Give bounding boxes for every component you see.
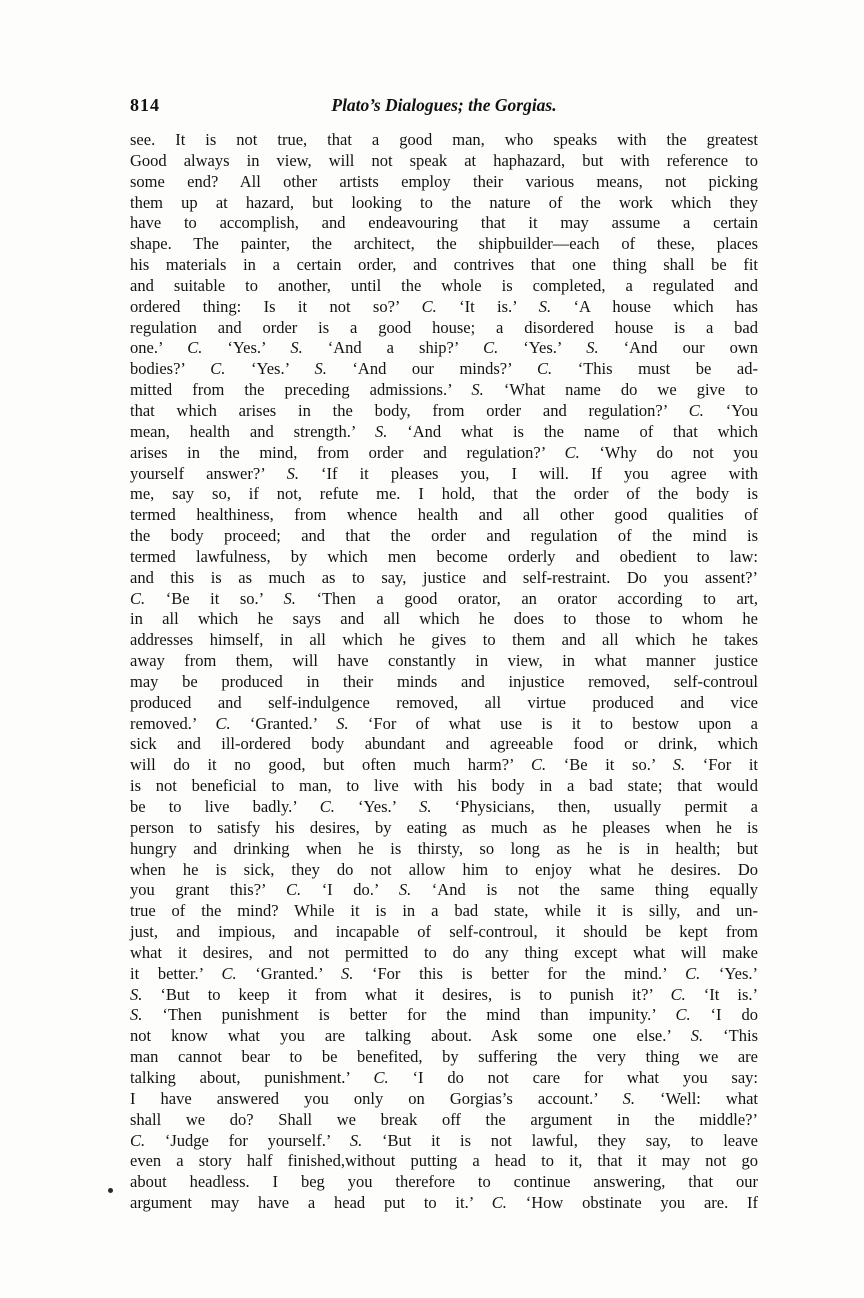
text-line: removed.’ C. ‘Granted.’ S. ‘For of what use is it to bestow upon a [130, 713, 758, 733]
text-line: true of the mind? While it is in a bad state, while it is silly, and un- [130, 901, 758, 921]
text-line: regulation and order is a good house; a disordered house is a bad [130, 317, 758, 337]
page-number: 814 [130, 95, 160, 115]
text-line: I have answered you only on Gorgias’s account.’ S. ‘Well: what [130, 1088, 759, 1108]
text-line: his materials in a certain order, and contrives that one thing shall be fit [130, 255, 758, 275]
text-line: and suitable to another, until the whole is completed, a regulated and [130, 275, 758, 295]
text-line: you grant this?’ C. ‘I do.’ S. ‘And is not the same thing equally [130, 880, 759, 900]
text-line: S. ‘But to keep it from what it desires, is to punish it?’ C. ‘It is.’ [130, 984, 759, 1004]
ink-speck [108, 1188, 113, 1193]
text-line: in all which he says and all which he does to those to whom he [130, 609, 758, 629]
text-line: yourself answer?’ S. ‘If it pleases you, I will. If you agree with [130, 463, 758, 483]
page-header [130, 95, 758, 121]
text-line: Good always in view, will not speak at haphazard, but with reference to [130, 150, 758, 170]
text-line: me, say so, if not, refute me. I hold, that the order of the body is [130, 484, 758, 504]
text-line: shall we do? Shall we break off the argument in the middle?’ [130, 1109, 758, 1129]
text-line: some end? All other artists employ their various means, not picking [130, 171, 758, 191]
text-line: have to accomplish, and endeavouring that it may assume a certain [130, 213, 758, 233]
text-line: away from them, will have constantly in view, in what manner justice [130, 651, 758, 671]
text-line: produced and self-indulgence removed, all virtue produced and vice [130, 692, 758, 712]
text-line: termed lawfulness, by which men become orderly and obedient to law: [130, 546, 758, 566]
text-line: will do it no good, but often much harm?’ C. ‘Be it so.’ S. ‘For it [130, 755, 759, 775]
text-line: man cannot bear to be benefited, by suffering the very thing we are [130, 1047, 758, 1067]
body-text-block [130, 130, 758, 1214]
text-line: not know what you are talking about. Ask some one else.’ S. ‘This [130, 1026, 758, 1046]
text-line: shape. The painter, the architect, the shipbuilder—each of these, places [130, 234, 758, 254]
text-line: that which arises in the body, from order and regulation?’ C. ‘You [130, 400, 758, 420]
text-line: see. It is not true, that a good man, who speaks with the greatest [130, 130, 758, 149]
text-line: even a story half finished,without putting a head to it, that it may not go [130, 1151, 758, 1171]
text-line: may be produced in their minds and injustice removed, self-controul [130, 671, 758, 691]
running-title: Plato’s Dialogues; the Gorgias. [331, 95, 557, 115]
text-line: person to satisfy his desires, by eating as much as he pleases when he is [130, 817, 758, 837]
text-line: S. ‘Then punishment is better for the mind than impunity.’ C. ‘I do [130, 1005, 758, 1025]
text-line: mitted from the preceding admissions.’ S. ‘What name do we give to [130, 380, 758, 400]
text-line: talking about, punishment.’ C. ‘I do not care for what you say: [130, 1067, 759, 1087]
text-line: about headless. I beg you therefore to continue answering, that our [130, 1172, 758, 1192]
text-line: C. ‘Be it so.’ S. ‘Then a good orator, an orator according to art, [130, 588, 759, 608]
text-line: arises in the mind, from order and regulation?’ C. ‘Why do not you [130, 442, 759, 462]
text-line: be to live badly.’ C. ‘Yes.’ S. ‘Physicians, then, usually permit a [130, 797, 758, 816]
text-line: mean, health and strength.’ S. ‘And what is the name of that which [130, 421, 758, 441]
text-line: sick and ill-ordered body abundant and agreeable food or drink, which [130, 734, 758, 754]
text-line: when he is sick, they do not allow him to enjoy what he desires. Do [130, 859, 758, 879]
text-line: and this is as much as to say, justice and self-restraint. Do you assent?’ [130, 567, 758, 587]
text-line: bodies?’ C. ‘Yes.’ S. ‘And our minds?’ C. ‘This must be ad- [130, 359, 758, 379]
text-line: one.’ C. ‘Yes.’ S. ‘And a ship?’ C. ‘Yes.’ S. ‘And our own [130, 338, 758, 358]
text-line: C. ‘Judge for yourself.’ S. ‘But it is not lawful, they say, to leave [130, 1130, 758, 1150]
text-line: what it desires, and not permitted to do any thing except what will make [130, 942, 758, 962]
text-line: it better.’ C. ‘Granted.’ S. ‘For this is better for the mind.’ C. ‘Yes.’ [130, 963, 758, 983]
text-line: ordered thing: Is it not so?’ C. ‘It is.’ S. ‘A house which has [130, 296, 758, 316]
text-line: is not beneficial to man, to live with his body in a bad state; that would [130, 776, 758, 796]
text-line: addresses himself, in all which he gives to them and all which he takes [130, 630, 758, 650]
text-line: just, and impious, and incapable of self-controul, it should be kept from [130, 922, 758, 942]
text-line: them up at hazard, but looking to the nature of the work which they [130, 192, 758, 212]
text-line: termed healthiness, from whence health and all other good qualities of [130, 505, 758, 525]
text-line: argument may have a head put to it.’ C. ‘How obstinate you are. If [130, 1193, 759, 1213]
text-line: hungry and drinking when he is thirsty, so long as he is in health; but [130, 838, 758, 858]
text-line: the body proceed; and that the order and regulation of the mind is [130, 526, 758, 546]
